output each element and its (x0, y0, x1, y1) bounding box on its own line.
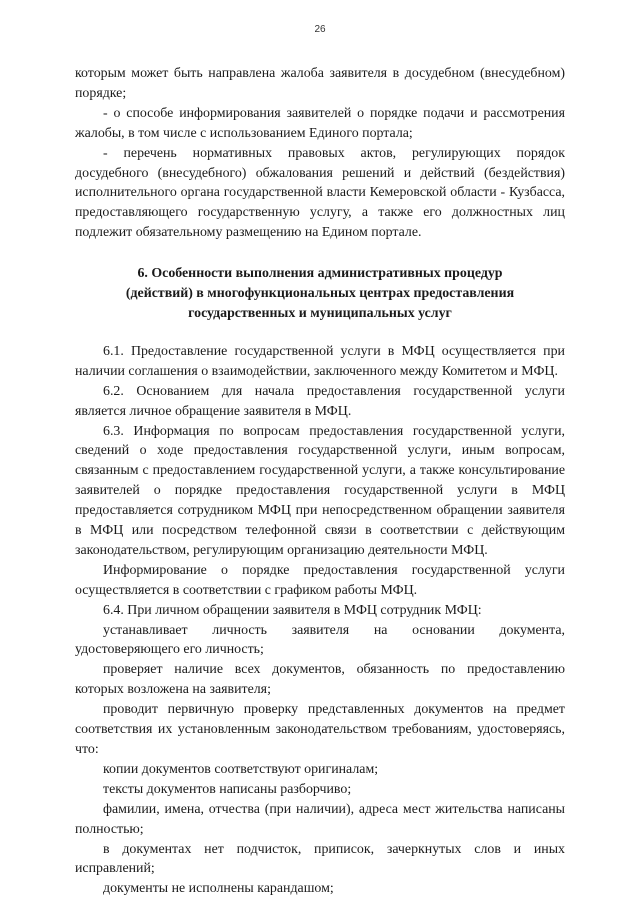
section-title-line: 6. Особенности выполнения административных процедур (137, 266, 503, 282)
paragraph: 6.1. Предоставление государственной услуги в МФЦ осуществляется при наличии соглашения о взаимодействии, заключенного между Комитетом и МФЦ. (75, 343, 565, 379)
paragraph: 6.3. Информация по вопросам предоставления государственной услуги, сведений о ходе предоставления государственной услуги, иным вопросам, связанным с предоставлением государственной услуги, а также консультирование заявителей о порядке предоставления государственной услуги в МФЦ предоставляется сотрудником МФЦ при непосредственном обращении заявителя в МФЦ или посредством телефонной связи в соответствии с действующим законодательством, регулирующим организацию деятельности МФЦ. (75, 423, 565, 558)
paragraph: 6.4. При личном обращении заявителя в МФЦ сотрудник МФЦ: (103, 602, 482, 618)
section-title (75, 264, 565, 324)
paragraph: 6.2. Основанием для начала предоставления государственной услуги является личное обращение заявителя в МФЦ. (75, 383, 565, 419)
section-title-line: (действий) в многофункциональных центрах предоставления (125, 286, 515, 302)
paragraph: проверяет наличие всех документов, обязанность по предоставлению которых возложена на заявителя; (75, 662, 565, 698)
page-number: 26 (314, 24, 326, 35)
paragraph: документы не исполнены карандашом; (103, 881, 334, 897)
document-body (75, 64, 565, 899)
paragraph: которым может быть направлена жалоба заявителя в досудебном (внесудебном) порядке; (75, 66, 565, 101)
paragraph: Информирование о порядке предоставления государственной услуги осуществляется в соответствии с графиком работы МФЦ. (75, 562, 565, 598)
paragraph: - перечень нормативных правовых актов, регулирующих порядок досудебного (внесудебного) обжалования решений и действий (бездействия) исполнительного органа государственной власти Кемеровской области - Кузбасса, предоставляющего государственную услугу, а также его должностных лиц подлежит обязательному размещению на Едином портале. (75, 145, 565, 241)
paragraph: - о способе информирования заявителей о порядке подачи и рассмотрения жалобы, в том числе с использованием Единого портала; (75, 105, 565, 141)
section-title-line: государственных и муниципальных услуг (188, 305, 452, 321)
paragraph: проводит первичную проверку представленных документов на предмет соответствия их установленным законодательством требованиям, удостоверяясь, что: (75, 702, 565, 757)
paragraph: устанавливает личность заявителя на основании документа, удостоверяющего его личность; (75, 622, 565, 658)
paragraph: фамилии, имена, отчества (при наличии), адреса мест жительства написаны полностью; (75, 801, 565, 837)
paragraph: в документах нет подчисток, приписок, зачеркнутых слов и иных исправлений; (75, 841, 565, 877)
paragraph: тексты документов написаны разборчиво; (103, 781, 352, 797)
paragraph: копии документов соответствуют оригиналам; (103, 761, 379, 777)
